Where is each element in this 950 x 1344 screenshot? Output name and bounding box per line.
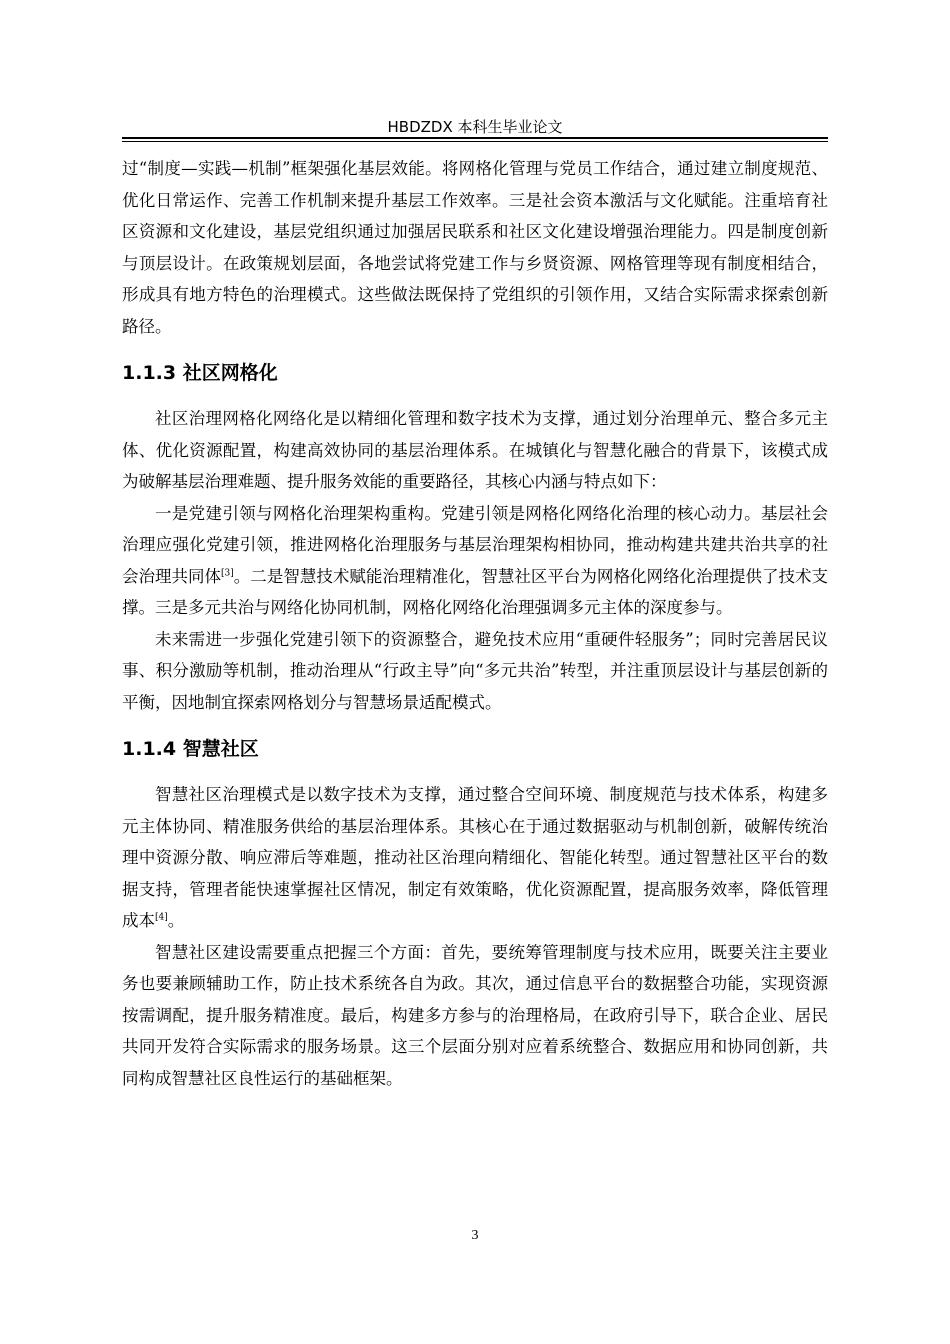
header-rule-thin: [122, 141, 828, 142]
header-rule-thick: [122, 137, 828, 139]
paragraph-text: 一是党建引领与网格化治理架构重构。党建引领是网格化网络化治理的核心动力。基层社会治理应强化党建引领，推进网格化治理服务与基层治理架构相协同，推动构建共建共治共享的社会治理共同体: [122, 503, 828, 586]
paragraph-continued: 过“制度—实践—机制”框架强化基层效能。将网格化管理与党员工作结合，通过建立制度规范、优化日常运作、完善工作机制来提升基层工作效率。三是社会资本激活与文化赋能。注重培育社区资源和文化建设，基层党组织通过加强居民联系和社区文化建设增强治理能力。四是制度创新与顶层设计。在政策规划层面，各地尝试将党建工作与乡贤资源、网格管理等现有制度相结合，形成具有地方特色的治理模式。这些做法既保持了党组织的引领作用，又结合实际需求探索创新路径。: [122, 159, 828, 336]
section-heading-1-1-3: 1.1.3 社区网格化: [122, 362, 278, 384]
paragraph: 未来需进一步强化党建引领下的资源整合，避免技术应用“重硬件轻服务”；同时完善居民议事、积分激励等机制，推动治理从“行政主导”向“多元共治”转型，并注重顶层设计与基层创新的平衡，因地制宜探索网格划分与智慧场景适配模式。: [122, 629, 828, 712]
paragraph-text: 智慧社区治理模式是以数字技术为支撑，通过整合空间环境、制度规范与技术体系，构建多元主体协同、精准服务供给的基层治理体系。其核心在于通过数据驱动与机制创新，破解传统治理中资源分散、响应滞后等难题，推动社区治理向精细化、智能化转型。通过智慧社区平台的数据支持，管理者能快速掌握社区情况，制定有效策略，优化资源配置，提高服务效率，降低管理成本: [122, 785, 828, 930]
paragraph-text: 。: [167, 911, 185, 930]
section-heading-1-1-4: 1.1.4 智慧社区: [122, 738, 259, 760]
paragraph: 智慧社区建设需要重点把握三个方面：首先，要统筹管理制度与技术应用，既要关注主要业务也要兼顾辅助工作，防止技术系统各自为政。其次，通过信息平台的数据整合功能，实现资源按需调配，提升服务精准度。最后，构建多方参与的治理格局，在政府引导下，联合企业、居民共同开发符合实际需求的服务场景。这三个层面分别对应着系统整合、数据应用和协同创新，共同构成智慧社区良性运行的基础框架。: [122, 942, 828, 1088]
paragraph: [122, 779, 828, 937]
page-body: [122, 153, 828, 1094]
citation-ref: [3]: [221, 568, 234, 578]
paragraph: [122, 498, 828, 624]
page-number: 3: [471, 1228, 479, 1243]
running-header: HBDZDX 本科生毕业论文: [387, 118, 563, 136]
paragraph: 社区治理网格化网络化是以精细化管理和数字技术为支撑，通过划分治理单元、整合多元主体、优化资源配置，构建高效协同的基层治理体系。在城镇化与智慧化融合的背景下，该模式成为破解基层治理难题、提升服务效能的重要路径，其核心内涵与特点如下：: [122, 409, 828, 491]
citation-ref: [4]: [155, 912, 168, 923]
paragraph-text: 。二是智慧技术赋能治理精准化，智慧社区平台为网格化网络化治理提供了技术支撑。三是多元共治与网络化协同机制，网格化网络化治理强调多元主体的深度参与。: [122, 566, 829, 617]
